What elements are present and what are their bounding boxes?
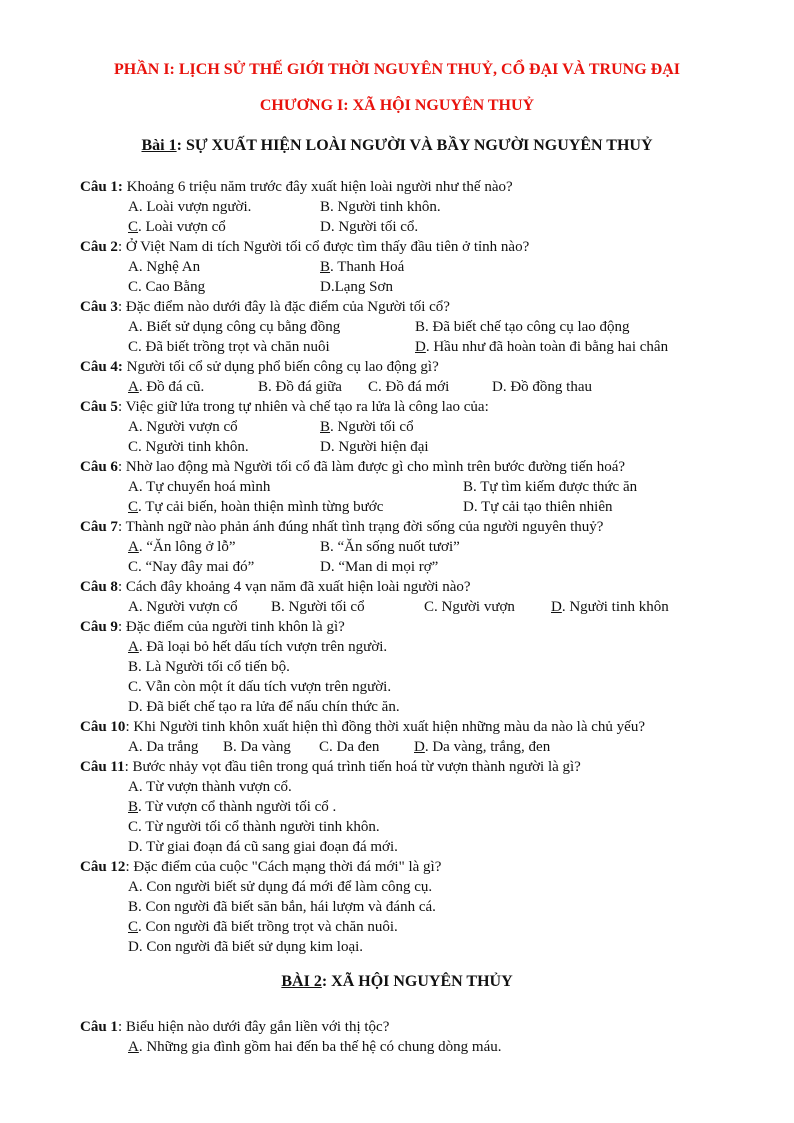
- option-b: B. Từ vượn cổ thành người tối cổ .: [128, 799, 337, 815]
- option-d: D. Đã biết chế tạo ra lửa để nấu chín thức ăn.: [128, 699, 400, 715]
- option-b: B. Tự tìm kiếm được thức ăn: [463, 479, 638, 495]
- chapter-heading: CHƯƠNG I: XÃ HỘI NGUYÊN THUỶ: [259, 97, 535, 114]
- option-c: C. Đồ đá mới: [368, 379, 450, 395]
- question-3: Câu 3: Đặc điểm nào dưới đây là đặc điểm của Người tối cổ?: [80, 299, 450, 315]
- option-a: A. Biết sử dụng công cụ bằng đồng: [128, 319, 341, 335]
- option-d: D. Con người đã biết sử dụng kim loại.: [128, 939, 364, 955]
- option-c: C. Đã biết trồng trọt và chăn nuôi: [128, 339, 330, 355]
- question-5: Câu 5: Việc giữ lửa trong tự nhiên và chế tạo ra lửa là công lao của:: [80, 399, 489, 415]
- lesson2-label: BÀI 2: [281, 973, 322, 990]
- option-c: C. Người vượn: [424, 599, 515, 615]
- option-a: A. Những gia đình gồm hai đến ba thế hệ có chung dòng máu.: [128, 1039, 502, 1055]
- option-a: A. Da trắng: [128, 739, 199, 755]
- lesson2-heading: [0, 973, 794, 991]
- option-b: B. Đã biết chế tạo công cụ lao động: [415, 319, 630, 335]
- option-a: A. Loài vượn người.: [128, 199, 252, 215]
- question-12: Câu 12: Đặc điểm của cuộc "Cách mạng thời đá mới" là gì?: [80, 859, 442, 875]
- option-c: C. Loài vượn cổ: [128, 219, 226, 235]
- option-c: C. “Nay đây mai đó”: [128, 559, 255, 575]
- option-a: A. Nghệ An: [128, 259, 201, 275]
- option-d: D. Người tinh khôn: [551, 599, 669, 615]
- option-d: D. Tự cải tạo thiên nhiên: [463, 499, 613, 515]
- question-9: Câu 9: Đặc điểm của người tinh khôn là gì?: [80, 619, 345, 635]
- option-b: B. Là Người tối cổ tiến bộ.: [128, 659, 290, 675]
- option-d: D. Từ giai đoạn đá cũ sang giai đoạn đá mới.: [128, 839, 398, 855]
- question-8: Câu 8: Cách đây khoảng 4 vạn năm đã xuất hiện loài người nào?: [80, 579, 471, 595]
- option-a: A. Từ vượn thành vượn cổ.: [128, 779, 292, 795]
- lesson2-title: : XÃ HỘI NGUYÊN THỦY: [321, 973, 513, 990]
- option-a: A. Người vượn cổ: [128, 419, 238, 435]
- option-b: B. Thanh Hoá: [320, 259, 405, 275]
- lesson1-title: : SỰ XUẤT HIỆN LOÀI NGƯỜI VÀ BẦY NGƯỜI NGUYÊN THUỶ: [176, 137, 653, 154]
- option-c: C. Từ người tối cổ thành người tinh khôn.: [128, 819, 380, 835]
- lesson1-heading: [0, 137, 794, 155]
- option-d: D. Người hiện đại: [320, 439, 429, 455]
- question-text: Khoảng 6 triệu năm trước đây xuất hiện loài người như thế nào?: [122, 179, 513, 195]
- option-d: D. Đồ đồng thau: [492, 379, 593, 395]
- question-7: Câu 7: Thành ngữ nào phản ánh đúng nhất tình trạng đời sống của người nguyên thuỷ?: [80, 519, 604, 535]
- lesson1-label: Bài 1: [141, 137, 177, 154]
- lesson2-question-1: Câu 1: Biểu hiện nào dưới đây gắn liền với thị tộc?: [80, 1019, 390, 1035]
- question-number: Câu 1:: [80, 179, 123, 195]
- option-c: C. Người tinh khôn.: [128, 439, 249, 455]
- option-b: B. “Ăn sống nuốt tươi”: [320, 539, 460, 555]
- option-a: A. Tự chuyển hoá mình: [128, 479, 271, 495]
- question-2: Câu 2: Ở Việt Nam di tích Người tối cổ được tìm thấy đầu tiên ở tỉnh nào?: [80, 239, 530, 255]
- option-b: B. Con người đã biết săn bắn, hái lượm và đánh cá.: [128, 899, 436, 915]
- question-4: Câu 4: Người tối cổ sử dụng phổ biến công cụ lao động gì?: [80, 359, 439, 375]
- option-b: B. Đồ đá giữa: [258, 379, 342, 395]
- option-b: B. Người tối cổ: [271, 599, 365, 615]
- question-1: [80, 177, 513, 197]
- option-c: C. Vẫn còn một ít dấu tích vượn trên người.: [128, 679, 392, 695]
- option-c: C. Tự cải biến, hoàn thiện mình từng bước: [128, 499, 384, 515]
- option-b: B. Người tinh khôn.: [320, 199, 441, 215]
- option-d: D. Người tối cổ.: [320, 219, 419, 235]
- option-d: D. “Man di mọi rợ”: [320, 559, 439, 575]
- option-d: D. Da vàng, trắng, đen: [414, 739, 551, 755]
- part-heading: PHẦN I: LỊCH SỬ THẾ GIỚI THỜI NGUYÊN THUỶ, CỔ ĐẠI VÀ TRUNG ĐẠI: [113, 61, 680, 78]
- option-a: A. Đã loại bỏ hết dấu tích vượn trên người.: [128, 639, 388, 655]
- option-a: A. Con người biết sử dụng đá mới để làm công cụ.: [128, 879, 433, 895]
- option-b: B. Người tối cổ: [320, 419, 414, 435]
- option-c: C. Da đen: [319, 739, 380, 755]
- question-11: Câu 11: Bước nhảy vọt đầu tiên trong quá trình tiến hoá từ vượn thành người là gì?: [80, 759, 581, 775]
- question-10: Câu 10: Khi Người tinh khôn xuất hiện thì đồng thời xuất hiện những màu da nào là chủ yếu?: [80, 719, 645, 735]
- option-d: D.Lạng Sơn: [320, 279, 393, 295]
- option-c: C. Cao Bằng: [128, 279, 206, 295]
- option-a: A. Người vượn cổ: [128, 599, 238, 615]
- option-a: A. “Ăn lông ở lỗ”: [128, 539, 236, 555]
- option-c: C. Con người đã biết trồng trọt và chăn nuôi.: [128, 919, 398, 935]
- question-6: Câu 6: Nhờ lao động mà Người tối cổ đã làm được gì cho mình trên bước đường tiến hoá?: [80, 459, 626, 475]
- option-a: A. Đồ đá cũ.: [128, 379, 205, 395]
- option-b: B. Da vàng: [223, 739, 291, 755]
- option-d: D. Hầu như đã hoàn toàn đi bằng hai chân: [415, 339, 669, 355]
